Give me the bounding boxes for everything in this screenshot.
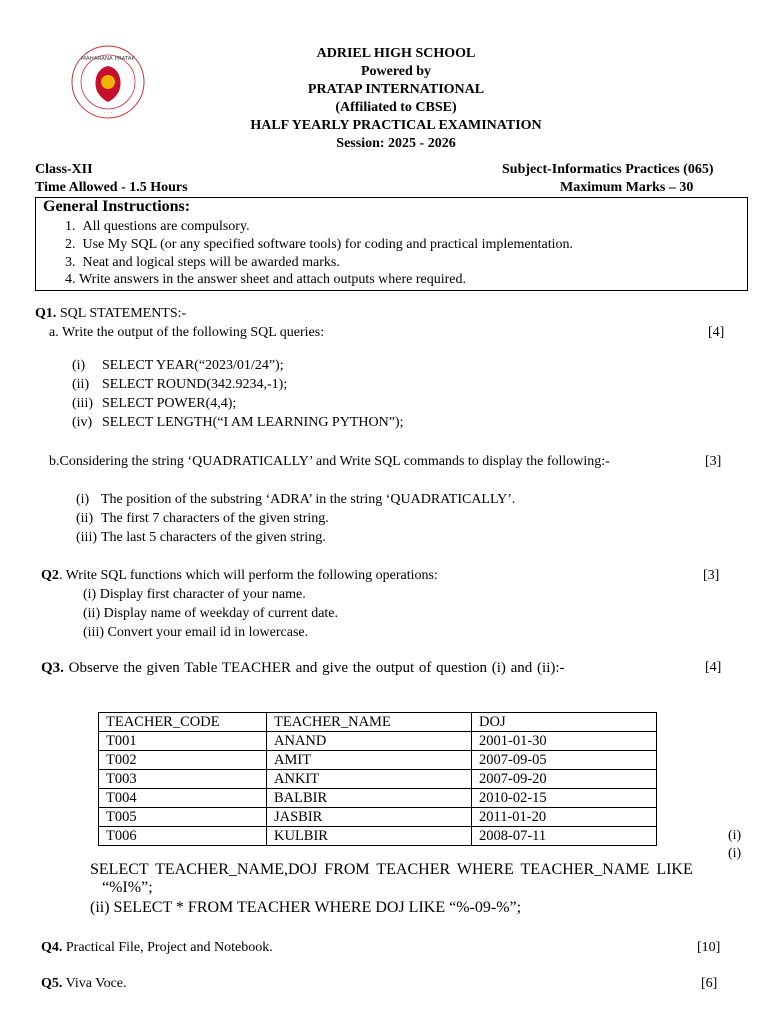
table-row	[99, 732, 657, 751]
table-cell: ANKIT	[267, 770, 472, 789]
item-text: SELECT POWER(4,4);	[102, 396, 237, 411]
table-cell: 2007-09-05	[472, 751, 657, 770]
table-cell: T003	[99, 770, 267, 789]
q1a-marks: [4]	[708, 325, 725, 340]
item-text: The first 7 characters of the given string.	[101, 511, 329, 526]
affiliation: (Affiliated to CBSE)	[335, 100, 457, 115]
q3-label: Q3.	[41, 660, 64, 676]
q3-text: Observe the given Table TEACHER and give the output of question (i) and (ii):-	[68, 660, 565, 676]
max-marks: Maximum Marks – 30	[560, 180, 694, 195]
q1b-item	[76, 530, 326, 546]
q1b-num: b.	[49, 454, 60, 469]
item-num: (i)	[76, 492, 90, 507]
table-cell: 2001-01-30	[472, 732, 657, 751]
q5-marks: [6]	[701, 976, 718, 991]
school-logo	[70, 44, 146, 120]
class-label: Class-XII	[35, 162, 93, 177]
table-header: TEACHER_CODE	[99, 713, 267, 732]
subject-label: Subject-Informatics Practices (065)	[502, 162, 714, 177]
instruction-num: 1.	[65, 219, 76, 234]
table-row	[99, 827, 657, 846]
table-cell: T002	[99, 751, 267, 770]
q2-heading	[41, 568, 438, 584]
session: Session: 2025 - 2026	[336, 136, 456, 151]
instruction-item	[65, 272, 466, 288]
q1b-item	[76, 511, 329, 527]
instruction-text: Write answers in the answer sheet and attach outputs where required.	[79, 272, 467, 287]
item-num: (iii)	[76, 530, 97, 545]
table-row	[99, 808, 657, 827]
item-text: SELECT LENGTH(“I AM LEARNING PYTHON”);	[102, 415, 404, 430]
table-header: TEACHER_NAME	[267, 713, 472, 732]
general-instructions	[35, 197, 748, 291]
q1-label: Q1.	[35, 306, 57, 321]
table-row	[99, 770, 657, 789]
org-name: PRATAP INTERNATIONAL	[307, 82, 485, 97]
q3-heading	[41, 660, 565, 677]
table-cell: T006	[99, 827, 267, 846]
q3-query-i-cont: “%I%”;	[102, 879, 153, 896]
table-cell: 2007-09-20	[472, 770, 657, 789]
item-num: (i)	[72, 358, 86, 373]
q1a-text: a. Write the output of the following SQL queries:	[49, 325, 325, 340]
table-row	[99, 751, 657, 770]
q1b-text	[49, 454, 610, 470]
instruction-num: 3.	[65, 255, 76, 270]
q2-label: Q2	[41, 568, 59, 583]
q5-heading	[41, 976, 127, 992]
q1b-item	[76, 492, 515, 508]
table-cell: BALBIR	[267, 789, 472, 808]
item-text: SELECT ROUND(342.9234,-1);	[102, 377, 288, 392]
q2-text: . Write SQL functions which will perform the following operations:	[58, 568, 438, 583]
instruction-num: 4.	[65, 272, 76, 287]
q2-marks: [3]	[703, 568, 720, 583]
instruction-num: 2.	[65, 237, 76, 252]
svg-text:MAHARANA PRATAP: MAHARANA PRATAP	[81, 56, 135, 62]
teacher-table	[98, 712, 657, 846]
table-cell: 2011-01-20	[472, 808, 657, 827]
q3-query-ii: (ii) SELECT * FROM TEACHER WHERE DOJ LIKE “%-09-%”;	[90, 899, 522, 916]
table-cell: T005	[99, 808, 267, 827]
instruction-item	[65, 255, 340, 271]
item-num: (iii)	[72, 396, 93, 411]
q4-heading	[41, 940, 273, 956]
q5-text: Viva Voce.	[65, 976, 127, 991]
time-allowed: Time Allowed - 1.5 Hours	[35, 180, 188, 195]
q3-marks: [4]	[705, 660, 722, 675]
table-cell: AMIT	[267, 751, 472, 770]
q2-item: (i) Display first character of your name.	[83, 587, 306, 602]
q4-label: Q4.	[41, 940, 63, 955]
item-num: (iv)	[72, 415, 93, 430]
q3-query-i: SELECT TEACHER_NAME,DOJ FROM TEACHER WHERE TEACHER_NAME LIKE	[90, 861, 693, 878]
instruction-item	[65, 219, 250, 235]
item-text: SELECT YEAR(“2023/01/24”);	[102, 358, 284, 373]
q1b-marks: [3]	[705, 454, 722, 469]
table-row	[99, 789, 657, 808]
item-text: The last 5 characters of the given string.	[101, 530, 326, 545]
q5-label: Q5.	[41, 976, 63, 991]
q1-title: SQL STATEMENTS:-	[59, 306, 187, 321]
exam-title: HALF YEARLY PRACTICAL EXAMINATION	[250, 118, 542, 133]
q1a-item	[72, 415, 403, 431]
q4-text: Practical File, Project and Notebook.	[65, 940, 273, 955]
instructions-title: General Instructions:	[43, 198, 191, 215]
table-cell: 2010-02-15	[472, 789, 657, 808]
table-cell: 2008-07-11	[472, 827, 657, 846]
q1a-item	[72, 377, 287, 393]
instruction-text: All questions are compulsory.	[82, 219, 250, 234]
school-name: ADRIEL HIGH SCHOOL	[316, 46, 476, 61]
instruction-text: Use My SQL (or any specified software tools) for coding and practical implementation.	[82, 237, 574, 252]
q1a-item	[72, 396, 236, 412]
q1-heading	[35, 306, 186, 322]
table-header-row	[99, 713, 657, 732]
instruction-item	[65, 237, 573, 253]
q2-item: (iii) Convert your email id in lowercase.	[83, 625, 309, 640]
side-number: (i)	[728, 828, 742, 843]
q1b-body: Considering the string ‘QUADRATICALLY’ and Write SQL commands to display the following:-	[59, 454, 610, 469]
table-cell: ANAND	[267, 732, 472, 751]
item-text: The position of the substring ‘ADRA’ in the string ‘QUADRATICALLY’.	[101, 492, 516, 507]
q2-item: (ii) Display name of weekday of current date.	[83, 606, 339, 621]
q1a-item	[72, 358, 284, 374]
q4-marks: [10]	[697, 940, 721, 955]
instruction-text: Neat and logical steps will be awarded marks.	[82, 255, 340, 270]
table-cell: T004	[99, 789, 267, 808]
item-num: (ii)	[76, 511, 94, 526]
table-cell: T001	[99, 732, 267, 751]
table-cell: JASBIR	[267, 808, 472, 827]
item-num: (ii)	[72, 377, 90, 392]
table-cell: KULBIR	[267, 827, 472, 846]
side-number: (i)	[728, 846, 742, 861]
svg-text:· · ·: · · ·	[104, 110, 112, 116]
table-header: DOJ	[472, 713, 657, 732]
powered-by: Powered by	[360, 64, 432, 79]
